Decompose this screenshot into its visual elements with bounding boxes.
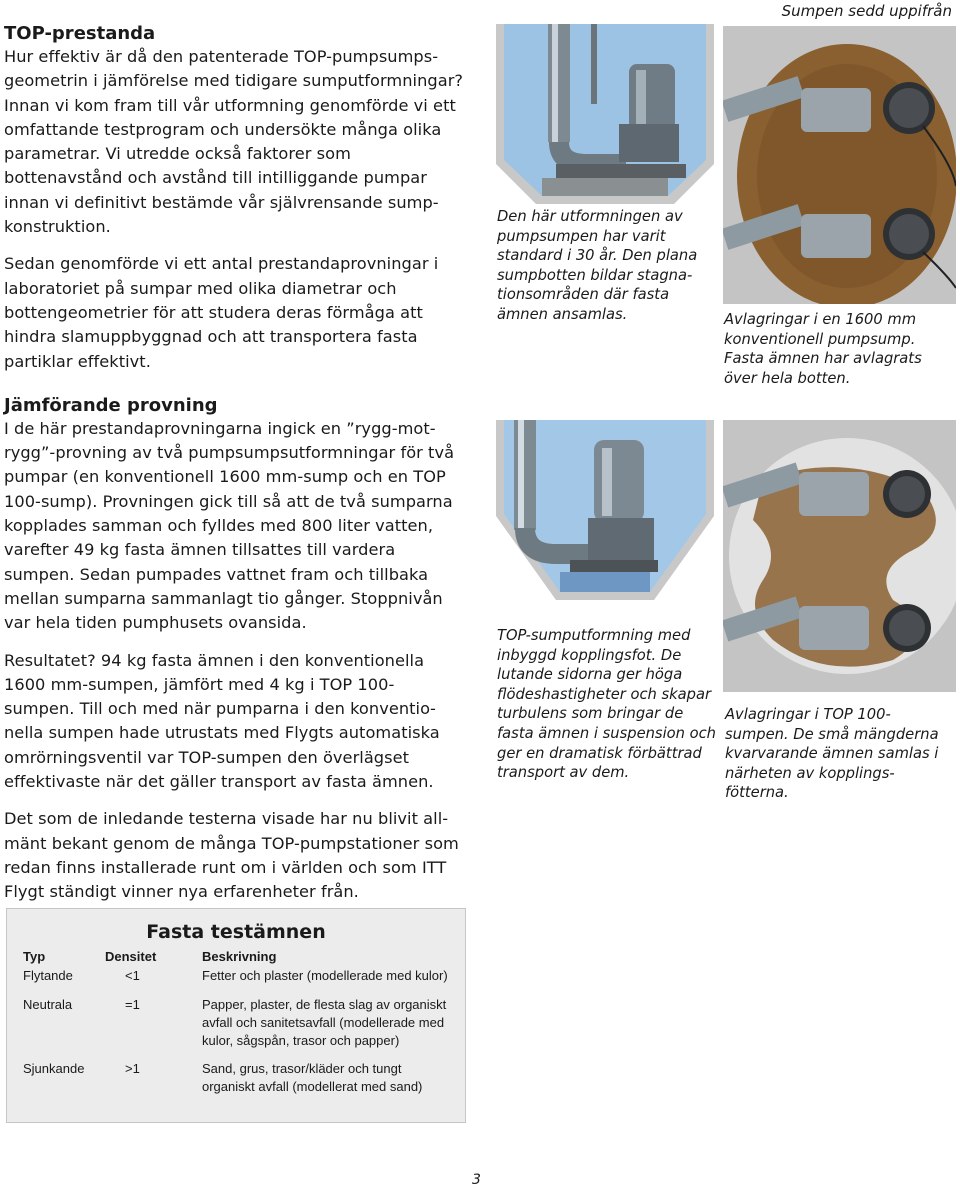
caption-conventional-deposits: Avlagringar i en 1600 mm konventionell pumpsump. Fasta ämnen har avlagrats över hela botten. bbox=[724, 311, 922, 387]
paragraph: Resultatet? 94 kg fasta ämnen i den konventionella 1600 mm-sumpen, jämfört med 4 kg i TOP 100-sumpen. Till och med när pumparna i den konventionella sumpen hade utrustats med Flygts automatiska omrörningsventil var TOP-sumpen den överlägset effektivaste när det gäller transport av fasta ämnen. bbox=[4, 650, 440, 792]
row-type: Neutrala bbox=[23, 997, 73, 1012]
test-substances-table bbox=[6, 908, 466, 1123]
column-header-type: Typ bbox=[23, 949, 46, 964]
paragraph: Sedan genomförde vi ett antal prestandaprovningar i laboratoriet på sumpar med olika diametrar och bottengeometrier för att studera deras förmåga att hindra slamuppbyggnad och att transportera fasta partiklar effektivt. bbox=[4, 254, 439, 371]
main-text-column bbox=[4, 22, 464, 905]
conventional-sump-top-view bbox=[723, 26, 956, 304]
row-density: =1 bbox=[125, 997, 140, 1012]
caption-top-deposits: Avlagringar i TOP 100- sumpen. De små mängderna kvarvarande ämnen samlas i närheten av kopplings- fötterna. bbox=[725, 706, 939, 802]
row-description: Fetter och plaster (modellerade med kulor) bbox=[202, 968, 448, 983]
paragraph: Det som de inledande testerna visade har nu blivit allmänt bekant genom de många TOP-pumpstationer som redan finns installerade runt om i världen och som ITT Flygt ständigt vinner nya erfarenheter från. bbox=[4, 809, 459, 902]
paragraph: I de här prestandaprovningarna ingick en ”rygg-mot-rygg”-provning av två pumpsumpsutformningar för två pumpar (en konventionell 1600 mm-sump och en TOP 100-sump). Provningen gick till så att de två sumparna kopplades samman och fylldes med 800 liter vatten, varefter 49 kg fasta ämnen tillsattes till vardera sumpen. Sedan pumpades vattnet fram och tillbaka mellan sumparna sammanlagt tio gånger. Stoppnivån var hela tiden pumphusets ovansida. bbox=[4, 418, 455, 633]
figure-caption-top: TOP-sumputformning med inbyggd kopplingsfot. De lutande sidorna ger höga flödeshastigheter och skapar turbulens som bringar de fasta ämnen i suspension och ger en dramatisk förbättrad transport av dem. bbox=[497, 627, 716, 782]
top-view-heading: Sumpen sedd uppifrån bbox=[781, 2, 952, 20]
row-density: <1 bbox=[125, 968, 140, 983]
row-type: Sjunkande bbox=[23, 1061, 85, 1076]
top-sump-illustration bbox=[496, 420, 714, 600]
column-header-description: Beskrivning bbox=[202, 949, 277, 964]
section-title-top-prestanda: TOP-prestanda bbox=[4, 23, 156, 44]
column-header-density: Densitet bbox=[105, 949, 157, 964]
section-title-jamforande-provning: Jämförande provning bbox=[4, 394, 218, 416]
top-sump-top-view bbox=[723, 420, 956, 692]
conventional-sump-illustration bbox=[496, 24, 714, 204]
row-density: >1 bbox=[125, 1061, 140, 1076]
page-number: 3 bbox=[472, 1172, 481, 1188]
paragraph: Hur effektiv är då den patenterade TOP-pumpsumpsgeometrin i jämförelse med tidigare sumputformningar? Innan vi kom fram till vår utformning genomförde vi ett omfattande testprogram och undersökte många olika parametrar. Vi utredde också faktorer som bottenavstånd och avstånd till intilliggande pumpar innan vi definitivt bestämde vår självrensande sumpkonstruktion. bbox=[4, 47, 464, 237]
table-title: Fasta testämnen bbox=[146, 921, 326, 943]
figure-caption-conventional: Den här utformningen av pumpsumpen har varit standard i 30 år. Den plana sumpbotten bildar stagna- tionsområden där fasta ämnen ansamlas. bbox=[497, 208, 698, 323]
row-description: Sand, grus, trasor/kläder och tungt organiskt avfall (modellerat med sand) bbox=[202, 1061, 423, 1094]
row-description: Papper, plaster, de flesta slag av organiskt avfall och sanitetsavfall (modellerade med kulor, sågspån, trasor och papper) bbox=[202, 997, 447, 1048]
row-type: Flytande bbox=[23, 968, 73, 983]
